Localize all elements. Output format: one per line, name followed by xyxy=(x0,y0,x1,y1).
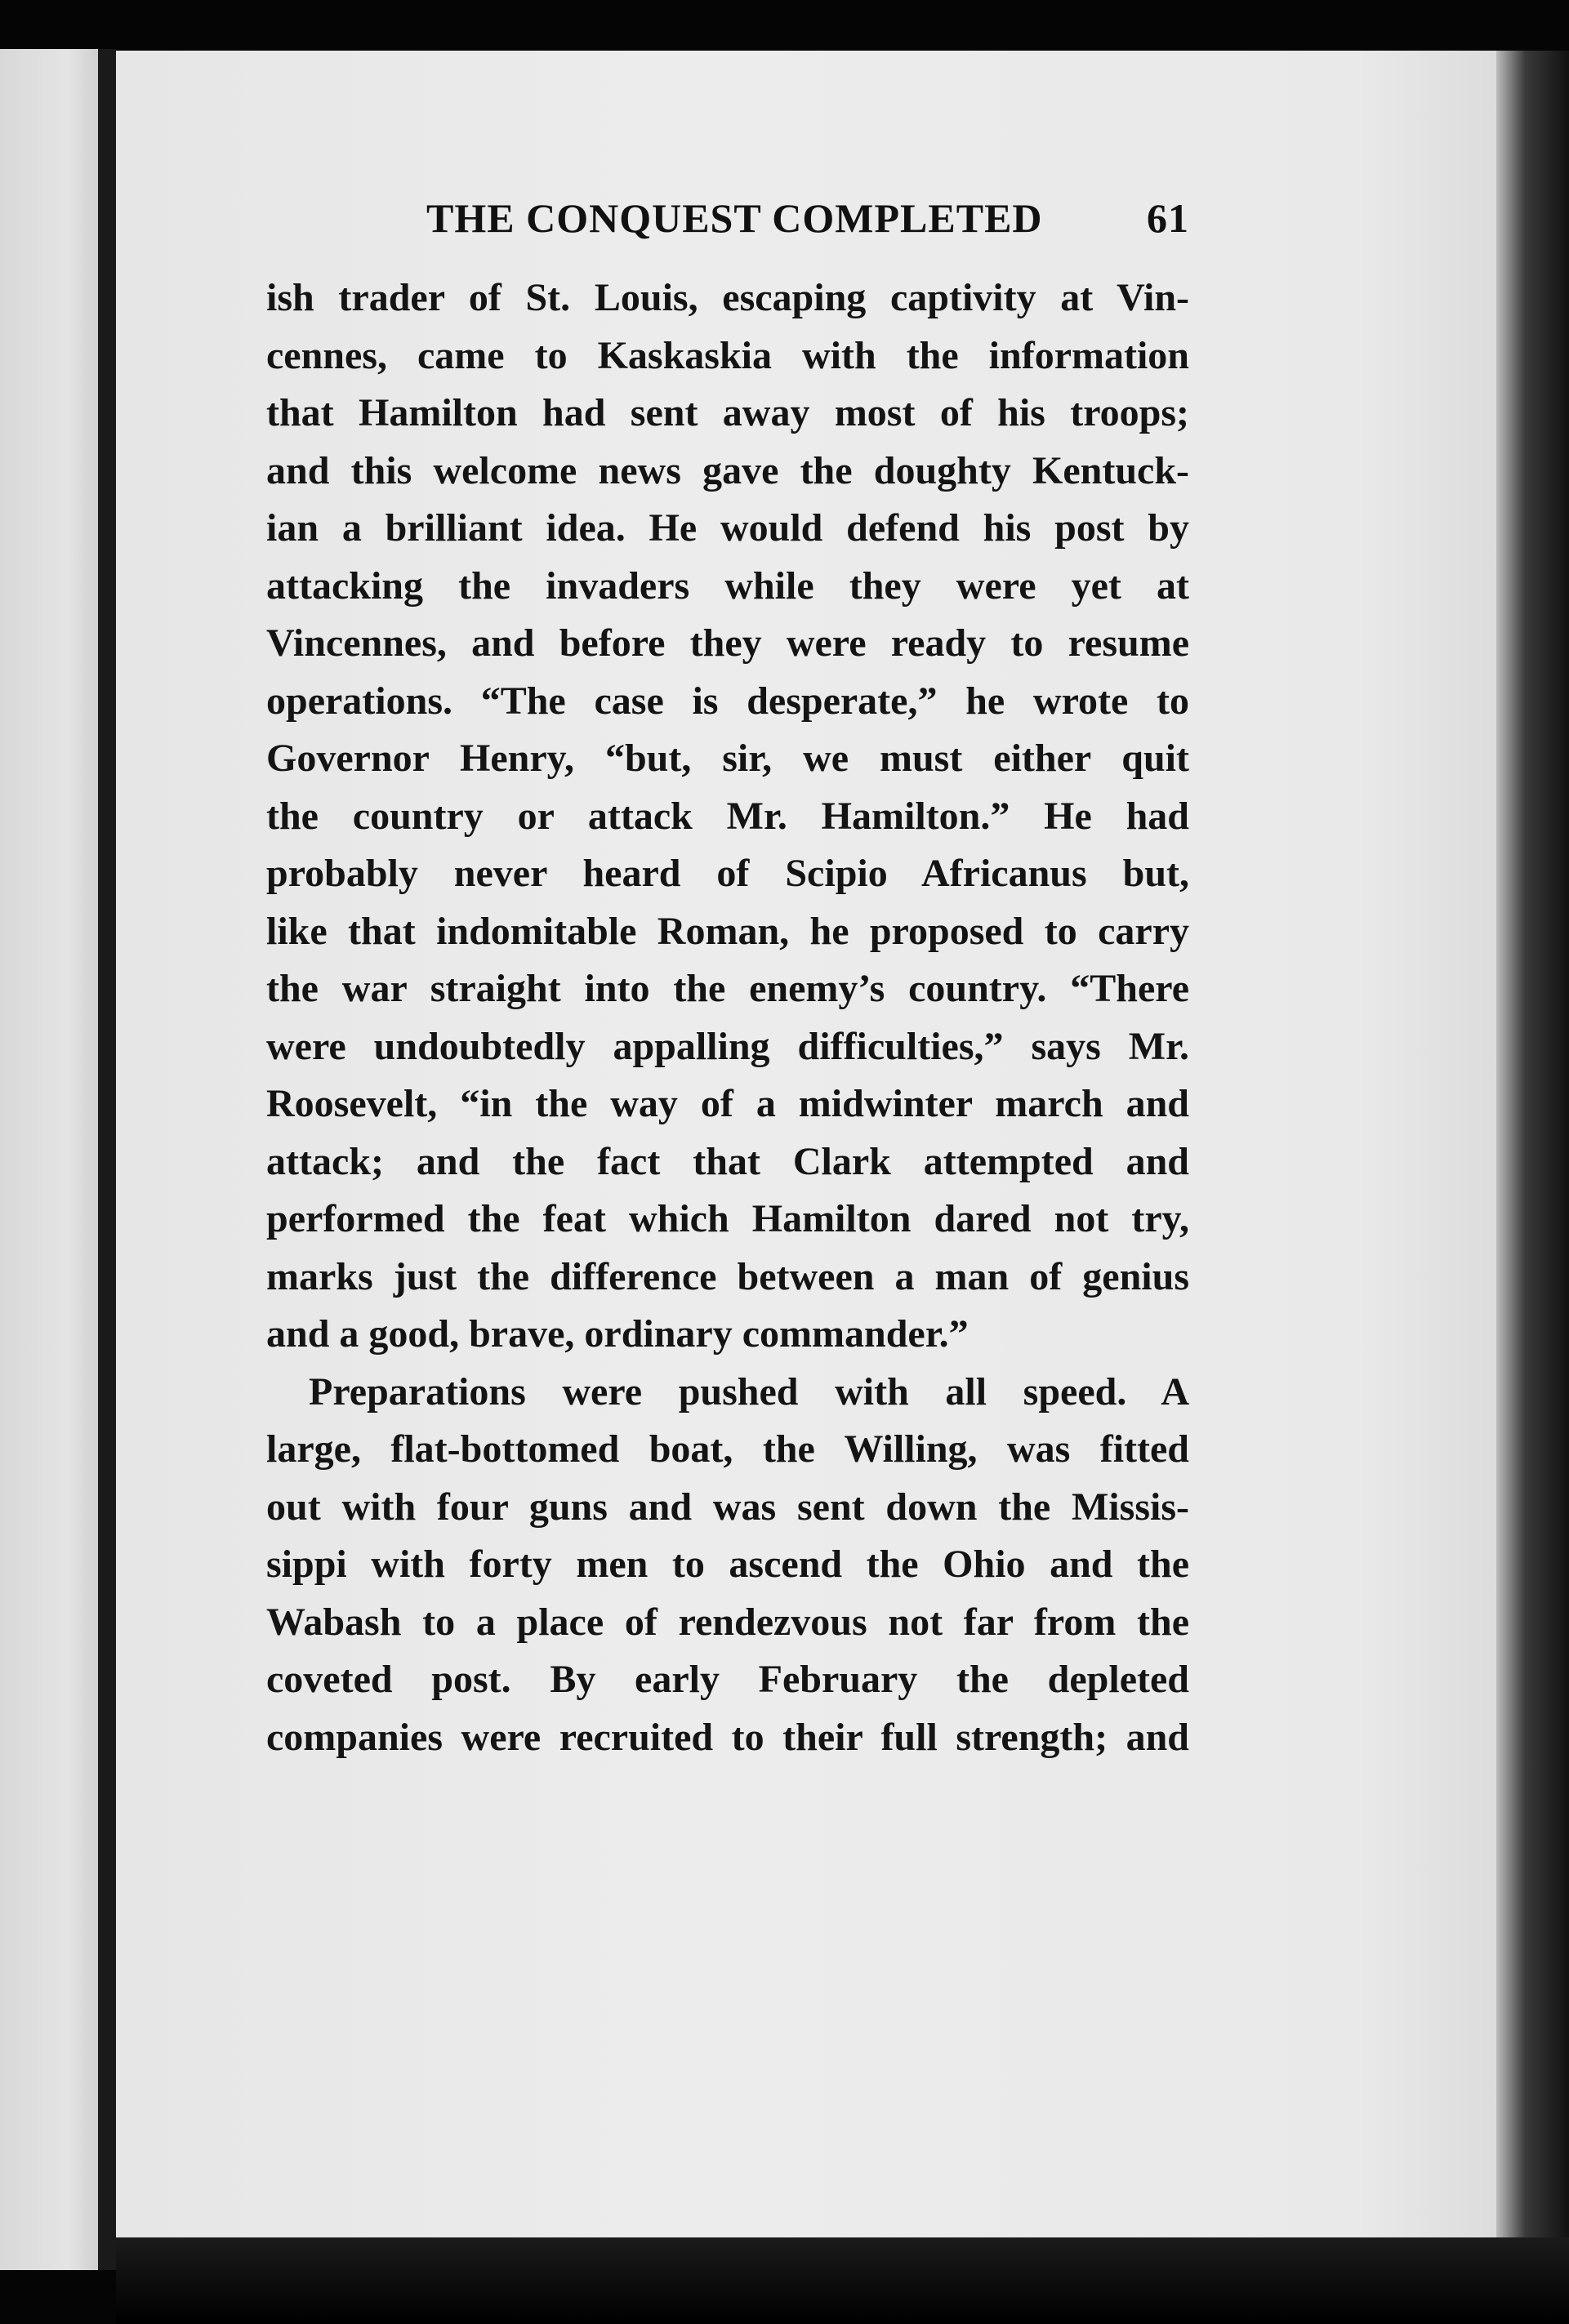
text-line: cennes, came to Kaskaskia with the information xyxy=(266,333,1189,377)
text-line: Roosevelt, “in the way of a midwinter march and xyxy=(266,1082,1189,1125)
text-line: ish trader of St. Louis, escaping captivity at Vin- xyxy=(266,276,1189,319)
text-line: marks just the difference between a man of genius xyxy=(266,1254,1189,1298)
text-line: Governor Henry, “but, sir, we must either quit xyxy=(266,737,1189,780)
text-line: sippi with forty men to ascend the Ohio and the xyxy=(266,1543,1189,1586)
text-line: attack; and the fact that Clark attempted and xyxy=(266,1139,1189,1183)
text-line: probably never heard of Scipio Africanus but, xyxy=(266,852,1189,895)
running-head-title: THE CONQUEST COMPLETED xyxy=(426,195,1043,241)
running-head xyxy=(266,194,1189,260)
text-line: like that indomitable Roman, he proposed to carry xyxy=(266,909,1189,953)
page-number: 61 xyxy=(1147,195,1189,241)
text-line: Wabash to a place of rendezvous not far from the xyxy=(266,1600,1189,1644)
text-line: out with four guns and was sent down the Missis- xyxy=(266,1485,1189,1529)
bottom-scan-shadow xyxy=(116,2237,1569,2324)
text-line: ian a brilliant idea. He would defend his post by xyxy=(266,506,1189,550)
text-line: large, flat-bottomed boat, the Willing, was fitted xyxy=(266,1427,1189,1471)
text-line: performed the feat which Hamilton dared not try, xyxy=(266,1197,1189,1240)
facing-page-edge xyxy=(0,49,98,2270)
text-line: were undoubtedly appalling difficulties,” says Mr. xyxy=(266,1024,1189,1068)
book-gutter xyxy=(98,49,116,2270)
text-line: that Hamilton had sent away most of his troops; xyxy=(266,391,1189,434)
text-line: operations. “The case is desperate,” he wrote to xyxy=(266,679,1189,723)
text-line: attacking the invaders while they were yet at xyxy=(266,563,1189,608)
body-text xyxy=(266,269,1189,1766)
text-line: Preparations were pushed with all speed. A xyxy=(309,1369,1189,1414)
text-line: and this welcome news gave the doughty Kentuck- xyxy=(266,448,1189,492)
text-line: the country or attack Mr. Hamilton.” He had xyxy=(266,794,1189,838)
text-line: coveted post. By early February the depleted xyxy=(266,1658,1189,1701)
text-line: and a good, brave, ordinary commander.” xyxy=(266,1312,969,1356)
page-fore-edge xyxy=(1496,51,1569,2272)
text-line: companies were recruited to their full strength; and xyxy=(266,1715,1189,1759)
text-line: the war straight into the enemy’s country. “There xyxy=(266,967,1189,1010)
text-line: Vincennes, and before they were ready to resume xyxy=(266,621,1189,665)
